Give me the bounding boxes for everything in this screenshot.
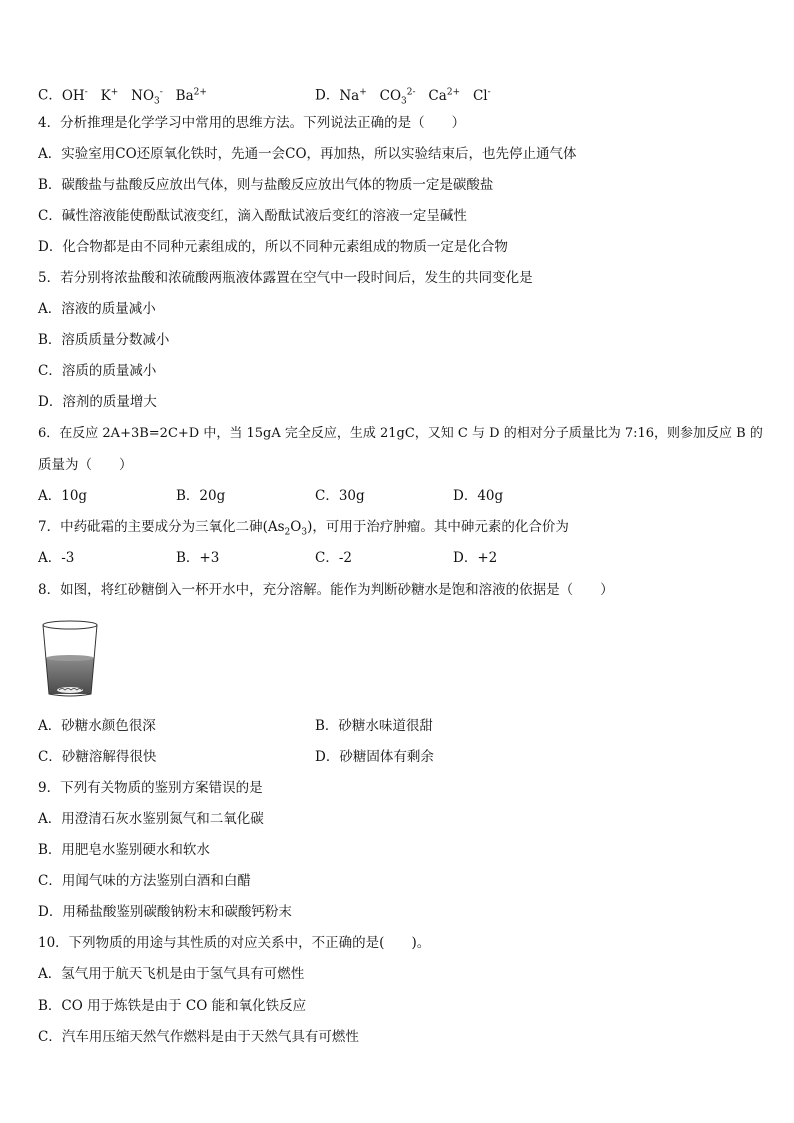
ion-oh: OH- <box>61 87 88 104</box>
q7-option-a: A．-3 <box>38 550 75 566</box>
q8-stem: 8．如图，将红砂糖倒入一杯开水中，充分溶解。能作为判断砂糖水是饱和溶液的依据是（ ） <box>38 582 614 598</box>
q7-option-c: C．-2 <box>315 550 352 566</box>
q10-option-c: C．汽车用压缩天然气作燃料是由于天然气具有可燃性 <box>38 1029 359 1045</box>
q5-option-b: B．溶质质量分数减小 <box>38 332 170 348</box>
ion-cl: Cl- <box>472 87 491 104</box>
q10-option-a: A．氢气用于航天飞机是由于氢气具有可燃性 <box>38 966 305 982</box>
formula-as2o3: $As_2O_3$ <box>267 519 308 538</box>
q4-stem: 4．分析推理是化学学习中常用的思维方法。下列说法正确的是（ ） <box>38 115 466 131</box>
q4-option-a: A．实验室用CO还原氧化铁时，先通一会CO，再加热，所以实验结束后，也先停止通气体 <box>38 146 577 162</box>
q3-option-c <box>38 82 207 111</box>
q6-option-b: B．20g <box>176 488 226 504</box>
q9-option-b: B．用肥皂水鉴别硬水和软水 <box>38 842 210 858</box>
q5-option-d: D．溶剂的质量增大 <box>38 394 157 410</box>
q5-stem: 5．若分别将浓盐酸和浓硫酸两瓶液体露置在空气中一段时间后，发生的共同变化是 <box>38 270 533 286</box>
q10-option-b: B．CO 用于炼铁是由于 CO 能和氧化铁反应 <box>38 998 307 1014</box>
q4-option-c: C．碱性溶液能使酚酞试液变红，滴入酚酞试液后变红的溶液一定呈碱性 <box>38 208 467 224</box>
ion-ba: $Ba^{2+}$ <box>175 87 207 104</box>
q8-option-d: D．砂糖固体有剩余 <box>315 749 434 765</box>
q3-option-d <box>315 82 491 111</box>
q7-option-b: B．+3 <box>176 550 220 566</box>
q5-option-c: C．溶质的质量减小 <box>38 363 157 379</box>
q4-option-d: D．化合物都是由不同种元素组成的，所以不同种元素组成的物质一定是化合物 <box>38 239 508 255</box>
ion-ca: $Ca^{2+}$ <box>428 87 461 104</box>
ion-na: Na+ <box>339 87 367 104</box>
ion-co3: $CO_3^{2-}$ <box>379 87 416 107</box>
q9-option-a: A．用澄清石灰水鉴别氮气和二氧化碳 <box>38 811 264 827</box>
glass-illustration <box>40 618 100 698</box>
q9-option-c: C．用闻气味的方法鉴别白酒和白醋 <box>38 873 251 889</box>
ion-k: K+ <box>100 87 119 104</box>
q8-option-a: A．砂糖水颜色很深 <box>38 718 156 734</box>
ion-no3: $NO_3^-$ <box>131 87 163 107</box>
q4-option-b: B．碳酸盐与盐酸反应放出气体，则与盐酸反应放出气体的物质一定是碳酸盐 <box>38 177 494 193</box>
q9-option-d: D．用稀盐酸鉴别碳酸钠粉末和碳酸钙粉末 <box>38 904 292 920</box>
q6-stem: 6．在反应 2A+3B=2C+D 中，当 15gA 完全反应，生成 21gC，又知 C 与 D 的相对分子质量比为 7:16，则参加反应 B 的 <box>38 426 763 441</box>
sugar-sediment <box>57 687 83 693</box>
q8-option-b: B．砂糖水味道很甜 <box>315 718 433 734</box>
q9-stem: 9．下列有关物质的鉴别方案错误的是 <box>38 780 263 796</box>
q5-option-a: A．溶液的质量减小 <box>38 301 156 317</box>
q7-option-d: D．+2 <box>453 550 498 566</box>
q10-stem: 10．下列物质的用途与其性质的对应关系中，不正确的是( )。 <box>38 935 431 951</box>
q7-stem: 7．中药砒霜的主要成分为三氧化二砷$(As_2O_3)$，可用于治疗肿瘤。其中砷元素的化合价为 <box>38 519 569 538</box>
q8-option-c: C．砂糖溶解得很快 <box>38 749 157 765</box>
q6-option-c: C．30g <box>315 488 365 504</box>
q6-stem-continued: 质量为（ ） <box>38 457 133 473</box>
option-label: D． <box>315 87 340 104</box>
option-label: C． <box>38 87 62 104</box>
q6-option-a: A．10g <box>38 488 88 504</box>
q6-option-d: D．40g <box>453 488 504 504</box>
